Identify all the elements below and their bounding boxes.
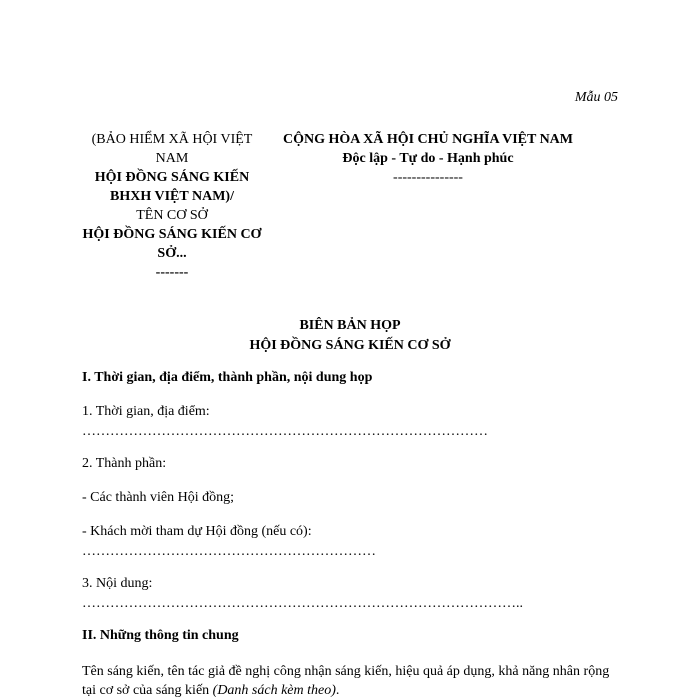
right-header: [268, 130, 588, 187]
national-motto: Độc lập - Tự do - Hạnh phúc: [342, 151, 514, 166]
general-info-paragraph: [82, 662, 622, 700]
general-info-italic: (Danh sách kèm theo): [212, 683, 336, 698]
content-dots: …………………………………………………………………………………..: [82, 596, 523, 611]
form-code: Mẫu 05: [574, 90, 618, 105]
members-item-guests: - Khách mời tham dự Hội đồng (nếu có):: [82, 524, 312, 539]
members-dots: ………………………………………………………: [82, 544, 376, 559]
members-item-council: - Các thành viên Hội đồng;: [82, 490, 235, 505]
content-label: 3. Nội dung:: [82, 576, 153, 591]
section1-heading: I. Thời gian, địa điểm, thành phần, nội dung họp: [82, 370, 373, 385]
section2-heading: II. Những thông tin chung: [82, 628, 239, 643]
left-header-line3: TÊN CƠ SỞ: [136, 208, 208, 223]
left-header-line2: HỘI ĐỒNG SÁNG KIẾN BHXH VIỆT NAM)/: [94, 170, 250, 204]
left-header: [82, 130, 262, 282]
left-header-line1: (BẢO HIỂM XÃ HỘI VIỆT NAM: [91, 132, 253, 166]
time-place-dots: ……………………………………………………………………………: [82, 424, 488, 439]
members-label: 2. Thành phần:: [82, 456, 167, 471]
time-place-label: 1. Thời gian, địa điểm:: [82, 404, 210, 419]
left-header-divider: -------: [155, 265, 189, 280]
left-header-line4: HỘI ĐỒNG SÁNG KIẾN CƠ SỞ...: [82, 227, 262, 261]
document-title-line2: HỘI ĐỒNG SÁNG KIẾN CƠ SỞ: [249, 338, 451, 353]
general-info-text: Tên sáng kiến, tên tác giả đề nghị công nhận sáng kiến, hiệu quả áp dụng, khả năng nhân rộng tại cơ sở của sáng kiến: [82, 664, 610, 698]
document-title: [0, 316, 700, 356]
document-title-line1: BIÊN BẢN HỌP: [299, 318, 401, 333]
general-info-end: .: [335, 683, 340, 698]
country-name: CỘNG HÒA XÃ HỘI CHỦ NGHĨA VIỆT NAM: [282, 132, 573, 147]
right-header-divider: ---------------: [393, 170, 463, 185]
